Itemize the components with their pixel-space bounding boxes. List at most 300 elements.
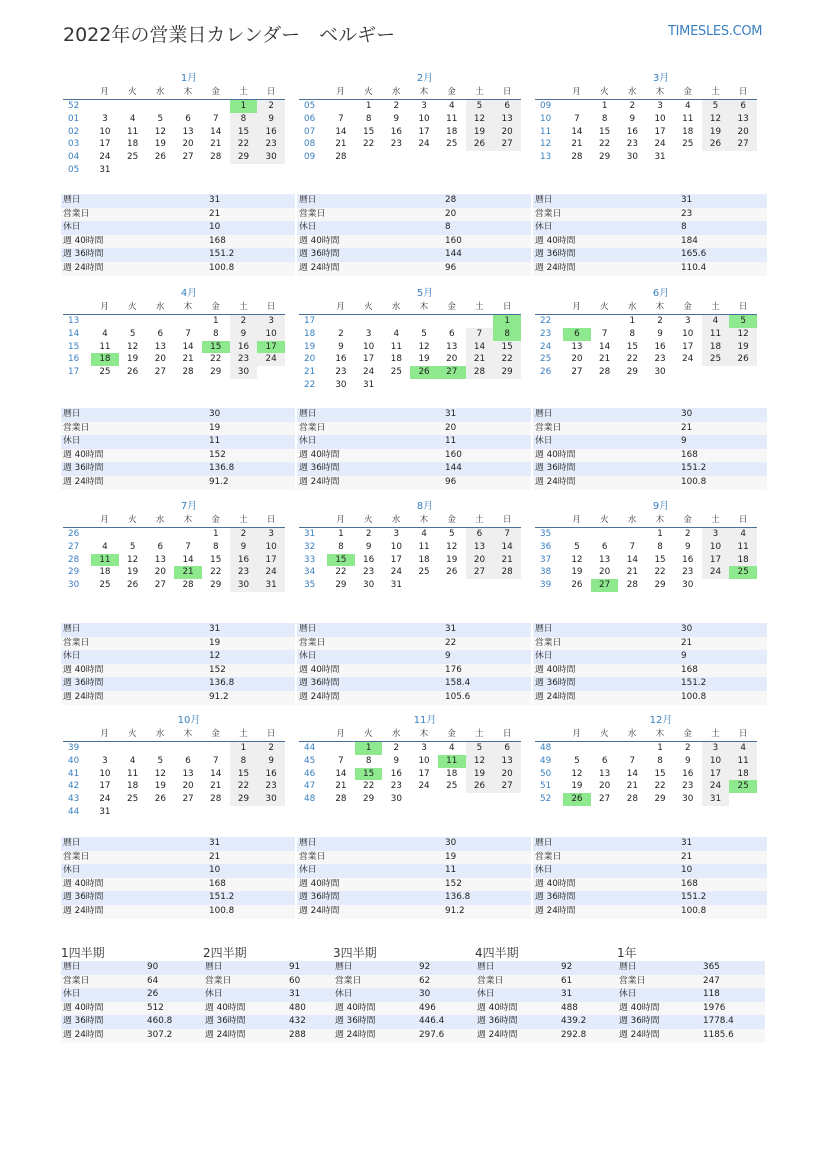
day-cell[interactable]: 8: [230, 755, 258, 768]
day-cell[interactable]: 10: [390, 541, 402, 552]
day-cell[interactable]: 31: [363, 379, 375, 390]
day-cell[interactable]: 1: [230, 100, 258, 113]
day-cell[interactable]: 4: [448, 101, 455, 111]
day-cell[interactable]: 4: [102, 328, 108, 339]
day-cell[interactable]: 3: [657, 101, 663, 111]
day-cell[interactable]: 5: [448, 529, 455, 539]
day-cell[interactable]: 19: [127, 567, 139, 578]
day-cell[interactable]: 5: [129, 328, 136, 339]
day-cell[interactable]: 27: [599, 794, 611, 805]
day-cell[interactable]: 5: [466, 742, 494, 755]
day-cell[interactable]: 17: [99, 139, 111, 150]
day-cell[interactable]: 16: [626, 126, 638, 137]
day-cell[interactable]: 6: [157, 541, 164, 552]
day-cell[interactable]: 5: [574, 755, 580, 766]
day-cell[interactable]: 22: [493, 353, 521, 366]
day-cell[interactable]: 3: [421, 743, 427, 753]
day-cell[interactable]: 23: [390, 139, 402, 150]
day-cell[interactable]: 4: [702, 315, 730, 328]
day-cell[interactable]: 29: [230, 793, 258, 806]
day-cell[interactable]: 23: [257, 780, 285, 793]
day-cell[interactable]: 3: [257, 528, 285, 541]
day-cell[interactable]: 21: [174, 566, 202, 579]
day-cell[interactable]: 9: [230, 328, 258, 341]
day-cell[interactable]: 6: [157, 328, 164, 339]
day-cell[interactable]: 20: [493, 126, 521, 139]
day-cell[interactable]: 30: [654, 367, 666, 378]
day-cell[interactable]: 21: [626, 781, 638, 792]
day-cell[interactable]: 30: [230, 579, 258, 592]
day-cell[interactable]: 23: [626, 139, 638, 150]
day-cell[interactable]: 23: [257, 138, 285, 151]
day-cell[interactable]: 24: [654, 139, 666, 150]
day-cell[interactable]: 31: [654, 152, 666, 163]
day-cell[interactable]: 2: [393, 743, 400, 753]
day-cell[interactable]: 28: [571, 152, 583, 163]
day-cell[interactable]: 22: [599, 139, 611, 150]
day-cell[interactable]: 2: [629, 101, 636, 111]
day-cell[interactable]: 24: [99, 152, 111, 163]
day-cell[interactable]: 7: [629, 541, 636, 552]
day-cell[interactable]: 7: [601, 328, 608, 339]
day-cell[interactable]: 13: [599, 768, 611, 779]
day-cell[interactable]: 26: [563, 793, 591, 806]
day-cell[interactable]: 29: [335, 580, 347, 591]
day-cell[interactable]: 11: [446, 113, 458, 124]
day-cell[interactable]: 28: [626, 580, 638, 591]
day-cell[interactable]: 9: [365, 541, 372, 552]
day-cell[interactable]: 8: [657, 755, 663, 766]
day-cell[interactable]: 28: [599, 367, 611, 378]
day-cell[interactable]: 8: [657, 541, 663, 552]
day-cell[interactable]: 14: [466, 341, 494, 354]
day-cell[interactable]: 10: [418, 755, 430, 766]
day-cell[interactable]: 12: [702, 113, 730, 126]
day-cell[interactable]: 16: [230, 554, 258, 567]
day-cell[interactable]: 30: [390, 794, 402, 805]
day-cell[interactable]: 9: [684, 541, 691, 552]
day-cell[interactable]: 17: [363, 354, 375, 365]
day-cell[interactable]: 14: [571, 126, 583, 137]
day-cell[interactable]: 16: [682, 554, 694, 565]
day-cell[interactable]: 18: [99, 567, 111, 578]
day-cell[interactable]: 23: [230, 353, 258, 366]
day-cell[interactable]: 25: [729, 566, 757, 579]
day-cell[interactable]: 2: [365, 529, 372, 539]
day-cell[interactable]: 10: [418, 113, 430, 124]
day-cell[interactable]: 8: [338, 541, 344, 552]
day-cell[interactable]: 11: [729, 541, 757, 554]
day-cell[interactable]: 17: [682, 341, 694, 352]
day-cell[interactable]: 6: [185, 755, 191, 766]
day-cell[interactable]: 15: [202, 341, 230, 354]
day-cell[interactable]: 17: [702, 768, 730, 781]
day-cell[interactable]: 7: [574, 113, 580, 124]
day-cell[interactable]: 3: [102, 113, 108, 124]
day-cell[interactable]: 13: [466, 541, 494, 554]
day-cell[interactable]: 19: [571, 781, 583, 792]
day-cell[interactable]: 25: [127, 794, 139, 805]
day-cell[interactable]: 7: [493, 528, 521, 541]
day-cell[interactable]: 25: [127, 152, 139, 163]
day-cell[interactable]: 19: [466, 126, 494, 139]
day-cell[interactable]: 24: [390, 567, 402, 578]
day-cell[interactable]: 1: [338, 529, 344, 539]
day-cell[interactable]: 6: [493, 742, 521, 755]
day-cell[interactable]: 5: [157, 755, 164, 766]
day-cell[interactable]: 23: [654, 354, 666, 365]
day-cell[interactable]: 30: [257, 793, 285, 806]
day-cell[interactable]: 17: [654, 126, 666, 137]
day-cell[interactable]: 16: [390, 126, 402, 137]
day-cell[interactable]: 3: [702, 528, 730, 541]
day-cell[interactable]: 9: [657, 328, 663, 339]
day-cell[interactable]: 25: [682, 139, 694, 150]
day-cell[interactable]: 19: [729, 341, 757, 354]
day-cell[interactable]: 1: [212, 529, 219, 539]
day-cell[interactable]: 12: [571, 768, 583, 779]
day-cell[interactable]: 13: [599, 554, 611, 565]
day-cell[interactable]: 9: [257, 755, 285, 768]
day-cell[interactable]: 26: [446, 567, 458, 578]
day-cell[interactable]: 29: [210, 580, 222, 591]
day-cell[interactable]: 4: [421, 529, 427, 539]
day-cell[interactable]: 7: [185, 541, 191, 552]
day-cell[interactable]: 18: [702, 341, 730, 354]
day-cell[interactable]: 27: [154, 580, 166, 591]
day-cell[interactable]: 13: [493, 755, 521, 768]
day-cell[interactable]: 9: [629, 113, 636, 124]
day-cell[interactable]: 2: [230, 528, 258, 541]
day-cell[interactable]: 4: [684, 101, 691, 111]
day-cell[interactable]: 29: [599, 152, 611, 163]
day-cell[interactable]: 15: [355, 768, 383, 781]
day-cell[interactable]: 30: [230, 366, 258, 379]
day-cell[interactable]: 13: [493, 113, 521, 126]
day-cell[interactable]: 5: [466, 100, 494, 113]
day-cell[interactable]: 10: [257, 541, 285, 554]
day-cell[interactable]: 26: [702, 138, 730, 151]
day-cell[interactable]: 19: [446, 554, 458, 565]
day-cell[interactable]: 10: [654, 113, 666, 124]
day-cell[interactable]: 4: [102, 541, 108, 552]
day-cell[interactable]: 2: [230, 315, 258, 328]
day-cell[interactable]: 24: [702, 566, 730, 579]
day-cell[interactable]: 30: [363, 580, 375, 591]
day-cell[interactable]: 6: [185, 113, 191, 124]
day-cell[interactable]: 28: [335, 152, 347, 163]
day-cell[interactable]: 7: [338, 113, 344, 124]
day-cell[interactable]: 22: [654, 781, 666, 792]
day-cell[interactable]: 31: [99, 806, 111, 817]
day-cell[interactable]: 6: [448, 328, 455, 339]
day-cell[interactable]: 25: [446, 139, 458, 150]
day-cell[interactable]: 13: [154, 341, 166, 352]
day-cell[interactable]: 3: [421, 101, 427, 111]
day-cell[interactable]: 28: [626, 794, 638, 805]
day-cell[interactable]: 1: [657, 743, 663, 753]
day-cell[interactable]: 27: [182, 152, 194, 163]
day-cell[interactable]: 20: [182, 139, 194, 150]
day-cell[interactable]: 1: [355, 742, 383, 755]
day-cell[interactable]: 20: [466, 554, 494, 567]
day-cell[interactable]: 20: [571, 354, 583, 365]
day-cell[interactable]: 24: [682, 354, 694, 365]
day-cell[interactable]: 6: [601, 541, 608, 552]
day-cell[interactable]: 25: [446, 781, 458, 792]
day-cell[interactable]: 24: [99, 794, 111, 805]
day-cell[interactable]: 20: [599, 781, 611, 792]
day-cell[interactable]: 13: [154, 554, 166, 565]
day-cell[interactable]: 19: [571, 567, 583, 578]
day-cell[interactable]: 6: [493, 100, 521, 113]
day-cell[interactable]: 7: [212, 113, 219, 124]
day-cell[interactable]: 29: [654, 794, 666, 805]
day-cell[interactable]: 12: [127, 554, 139, 565]
day-cell[interactable]: 13: [729, 113, 757, 126]
day-cell[interactable]: 10: [99, 126, 111, 137]
day-cell[interactable]: 8: [601, 113, 608, 124]
day-cell[interactable]: 14: [626, 768, 638, 779]
day-cell[interactable]: 29: [210, 367, 222, 378]
day-cell[interactable]: 9: [230, 541, 258, 554]
day-cell[interactable]: 8: [493, 328, 521, 341]
day-cell[interactable]: 6: [601, 755, 608, 766]
day-cell[interactable]: 12: [127, 341, 139, 352]
day-cell[interactable]: 2: [257, 742, 285, 755]
day-cell[interactable]: 4: [393, 328, 400, 339]
day-cell[interactable]: 22: [210, 354, 222, 365]
day-cell[interactable]: 1: [601, 101, 608, 111]
day-cell[interactable]: 22: [210, 567, 222, 578]
day-cell[interactable]: 2: [684, 529, 691, 539]
day-cell[interactable]: 27: [493, 138, 521, 151]
day-cell[interactable]: 29: [493, 366, 521, 379]
day-cell[interactable]: 16: [654, 341, 666, 352]
day-cell[interactable]: 14: [210, 768, 222, 779]
day-cell[interactable]: 28: [182, 580, 194, 591]
day-cell[interactable]: 20: [154, 354, 166, 365]
day-cell[interactable]: 12: [729, 328, 757, 341]
day-cell[interactable]: 3: [702, 742, 730, 755]
day-cell[interactable]: 15: [654, 768, 666, 779]
day-cell[interactable]: 12: [154, 126, 166, 137]
day-cell[interactable]: 22: [230, 138, 258, 151]
day-cell[interactable]: 11: [418, 541, 430, 552]
day-cell[interactable]: 20: [493, 768, 521, 781]
day-cell[interactable]: 19: [466, 768, 494, 781]
day-cell[interactable]: 17: [99, 781, 111, 792]
day-cell[interactable]: 29: [654, 580, 666, 591]
day-cell[interactable]: 12: [466, 113, 494, 126]
day-cell[interactable]: 28: [210, 152, 222, 163]
day-cell[interactable]: 15: [230, 768, 258, 781]
day-cell[interactable]: 16: [335, 354, 347, 365]
day-cell[interactable]: 28: [493, 566, 521, 579]
day-cell[interactable]: 30: [682, 580, 694, 591]
day-cell[interactable]: 22: [626, 354, 638, 365]
day-cell[interactable]: 20: [599, 567, 611, 578]
day-cell[interactable]: 25: [729, 780, 757, 793]
day-cell[interactable]: 15: [363, 126, 375, 137]
day-cell[interactable]: 19: [154, 139, 166, 150]
day-cell[interactable]: 6: [466, 528, 494, 541]
day-cell[interactable]: 28: [210, 794, 222, 805]
day-cell[interactable]: 12: [446, 541, 458, 552]
day-cell[interactable]: 5: [702, 100, 730, 113]
day-cell[interactable]: 12: [571, 554, 583, 565]
day-cell[interactable]: 7: [212, 755, 219, 766]
day-cell[interactable]: 4: [729, 742, 757, 755]
day-cell[interactable]: 7: [466, 328, 494, 341]
day-cell[interactable]: 21: [210, 139, 222, 150]
day-cell[interactable]: 26: [154, 794, 166, 805]
day-cell[interactable]: 30: [335, 379, 347, 390]
day-cell[interactable]: 8: [365, 113, 372, 124]
day-cell[interactable]: 28: [335, 794, 347, 805]
day-cell[interactable]: 10: [702, 755, 730, 768]
day-cell[interactable]: 25: [390, 367, 402, 378]
day-cell[interactable]: 26: [466, 138, 494, 151]
day-cell[interactable]: 30: [626, 152, 638, 163]
day-cell[interactable]: 16: [257, 768, 285, 781]
day-cell[interactable]: 11: [127, 768, 139, 779]
day-cell[interactable]: 30: [257, 151, 285, 164]
day-cell[interactable]: 13: [446, 341, 458, 352]
day-cell[interactable]: 31: [702, 793, 730, 806]
day-cell[interactable]: 2: [257, 100, 285, 113]
day-cell[interactable]: 14: [335, 126, 347, 137]
day-cell[interactable]: 18: [390, 354, 402, 365]
day-cell[interactable]: 17: [257, 554, 285, 567]
day-cell[interactable]: 15: [210, 554, 222, 565]
day-cell[interactable]: 2: [338, 328, 344, 339]
day-cell[interactable]: 21: [182, 354, 194, 365]
day-cell[interactable]: 17: [257, 341, 285, 354]
day-cell[interactable]: 3: [257, 315, 285, 328]
day-cell[interactable]: 8: [365, 755, 372, 766]
day-cell[interactable]: 24: [363, 367, 375, 378]
day-cell[interactable]: 18: [446, 126, 458, 137]
day-cell[interactable]: 15: [599, 126, 611, 137]
day-cell[interactable]: 21: [626, 567, 638, 578]
day-cell[interactable]: 25: [702, 353, 730, 366]
day-cell[interactable]: 5: [421, 328, 427, 339]
day-cell[interactable]: 11: [127, 126, 139, 137]
day-cell[interactable]: 5: [129, 541, 136, 552]
day-cell[interactable]: 29: [363, 794, 375, 805]
day-cell[interactable]: 14: [335, 768, 347, 779]
day-cell[interactable]: 23: [230, 566, 258, 579]
day-cell[interactable]: 9: [393, 113, 400, 124]
day-cell[interactable]: 8: [212, 541, 219, 552]
day-cell[interactable]: 28: [466, 366, 494, 379]
day-cell[interactable]: 16: [230, 341, 258, 354]
day-cell[interactable]: 13: [182, 126, 194, 137]
day-cell[interactable]: 1: [365, 101, 372, 111]
day-cell[interactable]: 24: [257, 566, 285, 579]
day-cell[interactable]: 21: [210, 781, 222, 792]
day-cell[interactable]: 8: [629, 328, 636, 339]
day-cell[interactable]: 2: [393, 101, 400, 111]
day-cell[interactable]: 14: [493, 541, 521, 554]
day-cell[interactable]: 16: [682, 768, 694, 779]
day-cell[interactable]: 27: [591, 579, 619, 592]
day-cell[interactable]: 9: [338, 341, 344, 352]
day-cell[interactable]: 21: [335, 781, 347, 792]
day-cell[interactable]: 10: [702, 541, 730, 554]
day-cell[interactable]: 30: [682, 794, 694, 805]
day-cell[interactable]: 10: [682, 328, 694, 339]
day-cell[interactable]: 18: [91, 353, 119, 366]
day-cell[interactable]: 21: [335, 139, 347, 150]
day-cell[interactable]: 29: [626, 367, 638, 378]
day-cell[interactable]: 2: [657, 316, 663, 326]
day-cell[interactable]: 25: [99, 367, 111, 378]
day-cell[interactable]: 9: [257, 113, 285, 126]
day-cell[interactable]: 26: [571, 580, 583, 591]
day-cell[interactable]: 1: [657, 529, 663, 539]
day-cell[interactable]: 27: [571, 367, 583, 378]
day-cell[interactable]: 31: [99, 164, 111, 175]
day-cell[interactable]: 14: [626, 554, 638, 565]
day-cell[interactable]: 11: [91, 554, 119, 567]
day-cell[interactable]: 7: [185, 328, 191, 339]
day-cell[interactable]: 18: [729, 768, 757, 781]
day-cell[interactable]: 12: [418, 341, 430, 352]
day-cell[interactable]: 17: [390, 554, 402, 565]
day-cell[interactable]: 16: [363, 554, 375, 565]
day-cell[interactable]: 9: [393, 755, 400, 766]
day-cell[interactable]: 20: [729, 126, 757, 139]
day-cell[interactable]: 22: [335, 567, 347, 578]
day-cell[interactable]: 23: [363, 567, 375, 578]
day-cell[interactable]: 12: [466, 755, 494, 768]
day-cell[interactable]: 23: [682, 567, 694, 578]
day-cell[interactable]: 21: [571, 139, 583, 150]
day-cell[interactable]: 1: [493, 315, 521, 328]
day-cell[interactable]: 26: [410, 366, 438, 379]
day-cell[interactable]: 11: [682, 113, 694, 124]
day-cell[interactable]: 14: [182, 554, 194, 565]
day-cell[interactable]: 11: [390, 341, 402, 352]
day-cell[interactable]: 9: [684, 755, 691, 766]
day-cell[interactable]: 3: [102, 755, 108, 766]
day-cell[interactable]: 7: [629, 755, 636, 766]
day-cell[interactable]: 27: [729, 138, 757, 151]
day-cell[interactable]: 11: [438, 755, 466, 768]
day-cell[interactable]: 16: [257, 126, 285, 139]
day-cell[interactable]: 21: [466, 353, 494, 366]
day-cell[interactable]: 17: [418, 126, 430, 137]
day-cell[interactable]: 14: [599, 341, 611, 352]
day-cell[interactable]: 26: [127, 367, 139, 378]
day-cell[interactable]: 3: [365, 328, 372, 339]
day-cell[interactable]: 15: [626, 341, 638, 352]
day-cell[interactable]: 13: [182, 768, 194, 779]
day-cell[interactable]: 26: [154, 152, 166, 163]
day-cell[interactable]: 18: [682, 126, 694, 137]
day-cell[interactable]: 20: [154, 567, 166, 578]
day-cell[interactable]: 14: [210, 126, 222, 137]
day-cell[interactable]: 24: [418, 139, 430, 150]
day-cell[interactable]: 27: [182, 794, 194, 805]
day-cell[interactable]: 17: [418, 768, 430, 779]
day-cell[interactable]: 20: [182, 781, 194, 792]
site-logo[interactable]: TIMESLES.COM: [668, 24, 763, 39]
day-cell[interactable]: 15: [493, 341, 521, 354]
day-cell[interactable]: 16: [390, 768, 402, 779]
